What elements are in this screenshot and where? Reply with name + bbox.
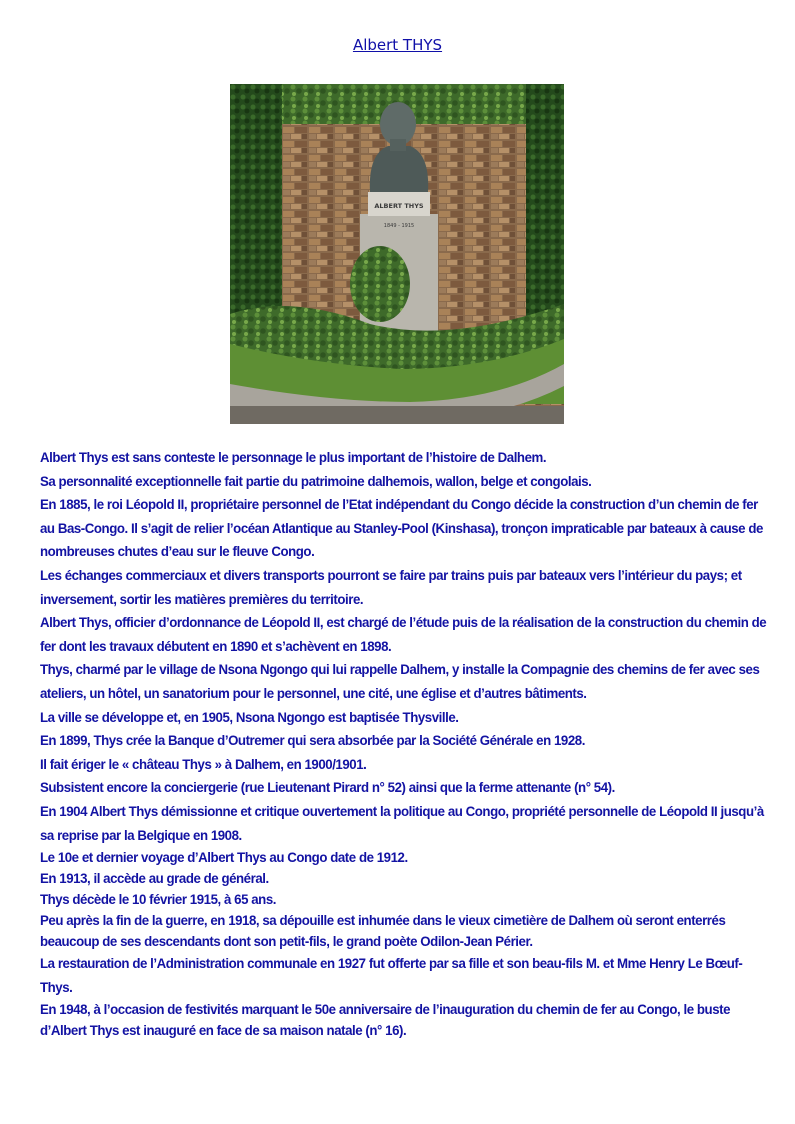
paragraph: Albert Thys est sans conteste le personnage le plus important de l’histoire de Dalhem. [40,450,547,465]
paragraph: Albert Thys, officier d’ordonnance de Léopold II, est chargé de l’étude puis de la réalisation de la construction du chemin de fer dont les travaux débutent en 1890 et s’achèvent en 1898. [40,615,767,654]
paragraph: Il fait ériger le « château Thys » à Dalhem, en 1900/1901. [40,756,367,772]
paragraph: Le 10e et dernier voyage d’Albert Thys au Congo date de 1912. [40,850,408,866]
paragraph: Thys, charmé par le village de Nsona Ngongo qui lui rappelle Dalhem, y installe la Compagnie des chemins de fer avec ses ateliers, un hôtel, un sanatorium pour le personnel, une cité, une église et d’autres bâtiments. [40,662,760,701]
bust-photo [230,84,564,424]
paragraph: Peu après la fin de la guerre, en 1918, sa dépouille est inhumée dans le vieux cimetière de Dalhem où seront enterrés beaucoup de ses descendants dont son petit-fils, le grand poète Odilon-Jean Périer. [40,913,726,950]
paragraph: En 1948, à l’occasion de festivités marquant le 50e anniversaire de l’inauguration du chemin de fer au Congo, le buste d’Albert Thys est inauguré en face de sa maison natale (n° 16). [40,1002,731,1039]
paragraph: Thys décède le 10 février 1915, à 65 ans. [40,892,276,908]
paragraph: En 1885, le roi Léopold II, propriétaire personnel de l’Etat indépendant du Congo décide la construction d’un chemin de fer au Bas-Congo. Il s’agit de relier l’océan Atlantique au Stanley-Pool (Kinshasa), tronçon impraticable par bateaux à cause de nombreuses chutes d’eau sur le fleuve Congo. [40,497,763,560]
plaque-text: ALBERT THYS [374,202,424,210]
plaque-dates: 1849 - 1915 [383,223,415,229]
paragraph: Les échanges commerciaux et divers transports pourront se faire par trains puis par bateaux vers l’intérieur du pays; et inversement, sortir les matières premières du territoire. [40,567,742,607]
paragraph: Subsistent encore la conciergerie (rue Lieutenant Pirard n° 52) ainsi que la ferme attenante (n° 54). [40,780,615,796]
paragraph: Sa personnalité exceptionnelle fait partie du patrimoine dalhemois, wallon, belge et congolais. [40,473,592,489]
paragraph: En 1899, Thys crée la Banque d’Outremer qui sera absorbée par la Société Générale en 1928. [40,733,585,749]
paragraph: En 1913, il accède au grade de général. [40,871,269,887]
paragraph: La restauration de l’Administration communale en 1927 fut offerte par sa fille et son beau-fils M. et Mme Henry Le Bœuf-Thys. [40,956,743,995]
paragraph: La ville se développe et, en 1905, Nsona Ngongo est baptisée Thysville. [40,709,459,725]
page-title[interactable]: Albert THYS [352,36,443,54]
article-body [40,446,768,1041]
paragraph: En 1904 Albert Thys démissionne et critique ouvertement la politique au Congo, propriété personnelle de Léopold II jusqu’à sa reprise par la Belgique en 1908. [40,803,764,843]
